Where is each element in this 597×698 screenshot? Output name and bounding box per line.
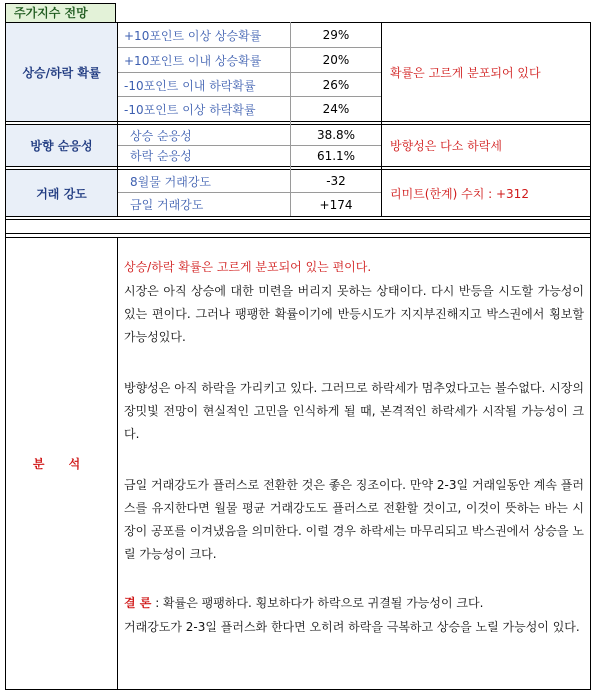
strength-row-label: 금일 거래강도 bbox=[130, 198, 204, 212]
analysis-paragraph: 시장은 아직 상승에 대한 미련을 버리지 못하는 상태이다. 다시 반등을 시도할 가능성이 있는 편이다. 그러나 팽팽한 확률이기에 반등시도가 지지부진해지고 박스권에서 횡보할 가능성있다. bbox=[124, 284, 584, 344]
prob-row-label: -10포인트 이내 하락확률 bbox=[124, 78, 256, 93]
analysis-conclusion bbox=[124, 592, 584, 614]
strength-row-value: -32 bbox=[326, 174, 346, 188]
strength-row-label: 8월물 거래강도 bbox=[130, 174, 212, 189]
direction-row-value: 38.8% bbox=[316, 128, 356, 142]
analysis-headline: 상승/하락 확률은 고르게 분포되어 있는 편이다. bbox=[124, 260, 372, 274]
analysis-header: 분 석 bbox=[32, 457, 91, 471]
direction-row-label: 상승 순응성 bbox=[130, 128, 192, 143]
probability-note: 확률은 고르게 분포되어 있다 bbox=[390, 65, 541, 80]
prob-row-label: +10포인트 이내 상승확률 bbox=[124, 53, 262, 68]
direction-row-label: 하락 순응성 bbox=[130, 149, 192, 163]
prob-row-value: 29% bbox=[322, 28, 350, 42]
analysis-body bbox=[124, 256, 584, 639]
conclusion-text: : 확률은 팽팽하다. 횡보하다가 하락으로 귀결될 가능성이 크다. bbox=[155, 596, 484, 610]
prob-row-label: -10포인트 이상 하락확률 bbox=[124, 102, 256, 117]
prob-row-label: +10포인트 이상 상승확률 bbox=[124, 28, 262, 43]
page-title: 주가지수 전망 bbox=[5, 3, 116, 23]
direction-header: 방향 순응성 bbox=[6, 125, 117, 166]
prob-row-value: 24% bbox=[322, 102, 350, 116]
probability-header: 상승/하락 확률 bbox=[6, 23, 117, 121]
strength-note: 리미트(한계) 수치 : +312 bbox=[390, 186, 529, 201]
strength-row-value: +174 bbox=[319, 197, 353, 212]
direction-row-value: 61.1% bbox=[316, 148, 356, 163]
direction-note: 방향성은 다소 하락세 bbox=[390, 139, 502, 153]
analysis-paragraph: 방향성은 아직 하락을 가리키고 있다. 그러므로 하락세가 멈추었다고는 볼수없다. 시장의 장밋빛 전망이 현실적인 고민을 인식하게 될 때, 본격적인 하락세가 시작될 가능성이 크다. bbox=[124, 381, 584, 441]
conclusion-label: 결 론 bbox=[124, 596, 152, 610]
strength-header: 거래 강도 bbox=[6, 170, 117, 216]
analysis-paragraph: 거래강도가 2-3일 플러스화 한다면 오히려 하락을 극복하고 상승을 노릴 가능성이 있다. bbox=[124, 620, 580, 634]
analysis-paragraph: 금일 거래강도가 플러스로 전환한 것은 좋은 징조이다. 만약 2-3일 거래일동안 계속 플러스를 유지한다면 월물 평균 거래강도도 플러스로 전환할 것이고, 이것이 뜻하는 바는 시장이 공포를 이겨냈음을 의미한다. 이럴 경우 하락세는 마무리되고 박스권에서 상승을 노릴 가능성이 크다. bbox=[124, 478, 584, 561]
prob-row-value: 26% bbox=[322, 78, 350, 92]
prob-row-value: 20% bbox=[322, 53, 350, 67]
